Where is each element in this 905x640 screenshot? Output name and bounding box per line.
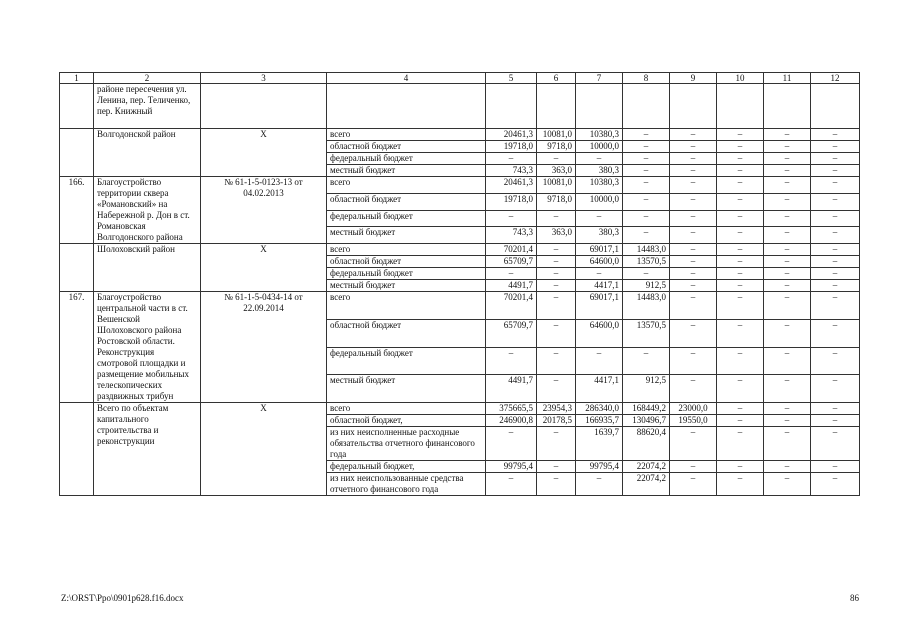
value-cell: – xyxy=(670,280,717,292)
value-cell: 23000,0 xyxy=(670,403,717,415)
budget-label-cell: федеральный бюджет, xyxy=(327,461,486,473)
value-cell: – xyxy=(717,153,764,165)
value-cell: 64600,0 xyxy=(576,319,623,347)
value-cell: 19718,0 xyxy=(486,193,537,210)
value-cell: – xyxy=(811,347,860,375)
value-cell: – xyxy=(717,193,764,210)
number-cell: 167. xyxy=(60,292,94,403)
value-cell: 70201,4 xyxy=(486,244,537,256)
value-cell: 69017,1 xyxy=(576,244,623,256)
value-cell: – xyxy=(670,244,717,256)
object-name-cell: районе пересечения ул. Ленина, пер. Теличенко, пер. Книжный xyxy=(94,84,201,129)
value-cell: – xyxy=(576,153,623,165)
value-cell: 380,3 xyxy=(576,165,623,177)
value-cell: – xyxy=(537,375,576,403)
number-cell xyxy=(60,403,94,496)
value-cell: – xyxy=(623,227,670,244)
value-cell: 9718,0 xyxy=(537,141,576,153)
column-number: 4 xyxy=(327,73,486,84)
footer-file-path: Z:\ORST\Ppo\0901p628.f16.docx xyxy=(61,593,184,603)
value-cell: – xyxy=(670,193,717,210)
value-cell: – xyxy=(811,177,860,194)
value-cell: – xyxy=(537,461,576,473)
value-cell: – xyxy=(764,347,811,375)
value-cell: – xyxy=(670,227,717,244)
value-cell: – xyxy=(811,415,860,427)
value-cell: – xyxy=(537,427,576,461)
budget-label-cell: местный бюджет xyxy=(327,227,486,244)
value-cell: 99795,4 xyxy=(576,461,623,473)
value-cell: 4417,1 xyxy=(576,375,623,403)
value-cell: 743,3 xyxy=(486,227,537,244)
value-cell: – xyxy=(670,375,717,403)
value-cell: – xyxy=(576,268,623,280)
value-cell: – xyxy=(717,141,764,153)
value-cell: – xyxy=(764,177,811,194)
value-cell: – xyxy=(717,473,764,496)
value-cell: – xyxy=(764,129,811,141)
value-cell: – xyxy=(717,461,764,473)
value-cell: – xyxy=(623,193,670,210)
value-cell: – xyxy=(811,193,860,210)
value-cell: – xyxy=(623,141,670,153)
header-row xyxy=(60,73,860,84)
value-cell: – xyxy=(717,129,764,141)
value-cell: – xyxy=(670,129,717,141)
value-cell: – xyxy=(537,347,576,375)
budget-label-cell: федеральный бюджет xyxy=(327,347,486,375)
column-number: 11 xyxy=(764,73,811,84)
value-cell: 23954,3 xyxy=(537,403,576,415)
number-cell xyxy=(60,244,94,292)
value-cell: – xyxy=(764,210,811,227)
table-row xyxy=(60,244,860,256)
value-cell: – xyxy=(537,292,576,320)
column-number: 1 xyxy=(60,73,94,84)
value-cell: – xyxy=(670,256,717,268)
column-number: 8 xyxy=(623,73,670,84)
value-cell: 1639,7 xyxy=(576,427,623,461)
value-cell: 14483,0 xyxy=(623,292,670,320)
value-cell: – xyxy=(717,256,764,268)
value-cell: – xyxy=(623,210,670,227)
value-cell: – xyxy=(811,461,860,473)
value-cell: 20461,3 xyxy=(486,177,537,194)
value-cell: – xyxy=(670,473,717,496)
value-cell: – xyxy=(764,280,811,292)
value-cell: – xyxy=(764,153,811,165)
value-cell: – xyxy=(486,268,537,280)
code-cell: Х xyxy=(201,244,327,292)
value-cell: 10081,0 xyxy=(537,177,576,194)
value-cell: 19550,0 xyxy=(670,415,717,427)
value-cell: – xyxy=(764,227,811,244)
value-cell: 166935,7 xyxy=(576,415,623,427)
value-cell: – xyxy=(576,210,623,227)
value-cell: – xyxy=(486,210,537,227)
value-cell: – xyxy=(623,268,670,280)
object-name-cell: Шолоховский район xyxy=(94,244,201,292)
value-cell: – xyxy=(537,268,576,280)
budget-label-cell: всего xyxy=(327,403,486,415)
column-number: 2 xyxy=(94,73,201,84)
value-cell: – xyxy=(623,129,670,141)
value-cell: – xyxy=(811,165,860,177)
value-cell: 65709,7 xyxy=(486,256,537,268)
value-cell: 363,0 xyxy=(537,227,576,244)
value-cell: 10081,0 xyxy=(537,129,576,141)
value-cell: 69017,1 xyxy=(576,292,623,320)
value-cell: 380,3 xyxy=(576,227,623,244)
value-cell: – xyxy=(576,473,623,496)
value-cell: 246900,8 xyxy=(486,415,537,427)
column-number: 5 xyxy=(486,73,537,84)
value-cell: – xyxy=(537,473,576,496)
value-cell: – xyxy=(486,153,537,165)
table-row xyxy=(60,129,860,141)
object-name-cell: Благоустройство центральной части в ст. Вешенской Шолоховского района Ростовской области. Реконструкция смотровой площадки и размещение мобильных телескопических раздвижных трибун xyxy=(94,292,201,403)
value-cell: – xyxy=(717,165,764,177)
value-cell: – xyxy=(670,268,717,280)
value-cell: – xyxy=(717,227,764,244)
budget-label-cell: местный бюджет xyxy=(327,375,486,403)
value-cell: – xyxy=(537,319,576,347)
value-cell xyxy=(576,84,623,129)
budget-label-cell: местный бюджет xyxy=(327,165,486,177)
value-cell: – xyxy=(764,193,811,210)
value-cell: 22074,2 xyxy=(623,473,670,496)
value-cell: – xyxy=(537,256,576,268)
value-cell: – xyxy=(717,280,764,292)
value-cell: 4491,7 xyxy=(486,280,537,292)
object-name-cell: Всего по объектам капитального строительства и реконструкции xyxy=(94,403,201,496)
value-cell xyxy=(811,84,860,129)
value-cell: 13570,5 xyxy=(623,319,670,347)
object-name-cell: Волгодонской район xyxy=(94,129,201,177)
value-cell: – xyxy=(717,319,764,347)
value-cell: – xyxy=(486,473,537,496)
value-cell: – xyxy=(486,427,537,461)
budget-label-cell: из них неиспользованные средства отчетного финансового года xyxy=(327,473,486,496)
value-cell: – xyxy=(670,319,717,347)
column-number: 6 xyxy=(537,73,576,84)
value-cell xyxy=(670,84,717,129)
budget-label-cell: областной бюджет, xyxy=(327,415,486,427)
value-cell: 70201,4 xyxy=(486,292,537,320)
value-cell: 912,5 xyxy=(623,375,670,403)
value-cell: – xyxy=(764,165,811,177)
value-cell: – xyxy=(811,256,860,268)
value-cell: – xyxy=(717,403,764,415)
value-cell: – xyxy=(486,347,537,375)
value-cell: – xyxy=(764,141,811,153)
value-cell: – xyxy=(623,165,670,177)
value-cell: – xyxy=(811,403,860,415)
value-cell xyxy=(717,84,764,129)
value-cell: – xyxy=(670,347,717,375)
value-cell: – xyxy=(811,153,860,165)
column-number: 12 xyxy=(811,73,860,84)
value-cell: – xyxy=(764,244,811,256)
value-cell xyxy=(764,84,811,129)
value-cell: – xyxy=(764,268,811,280)
code-cell: Х xyxy=(201,129,327,177)
value-cell: – xyxy=(811,227,860,244)
value-cell: – xyxy=(764,461,811,473)
table-row xyxy=(60,84,860,129)
table-row xyxy=(60,403,860,415)
value-cell xyxy=(623,84,670,129)
value-cell: – xyxy=(717,177,764,194)
budget-label-cell: местный бюджет xyxy=(327,280,486,292)
value-cell: 286340,0 xyxy=(576,403,623,415)
value-cell: – xyxy=(623,177,670,194)
footer-page-number: 86 xyxy=(850,593,859,603)
value-cell: – xyxy=(811,141,860,153)
value-cell xyxy=(537,84,576,129)
value-cell: – xyxy=(623,347,670,375)
code-cell: № 61-1-5-0434-14 от 22.09.2014 xyxy=(201,292,327,403)
value-cell: 363,0 xyxy=(537,165,576,177)
value-cell: 4491,7 xyxy=(486,375,537,403)
value-cell: 14483,0 xyxy=(623,244,670,256)
value-cell: – xyxy=(811,280,860,292)
value-cell: – xyxy=(764,375,811,403)
value-cell: – xyxy=(537,280,576,292)
budget-label-cell: всего xyxy=(327,292,486,320)
value-cell: – xyxy=(764,403,811,415)
value-cell: – xyxy=(811,129,860,141)
value-cell xyxy=(486,84,537,129)
value-cell: 4417,1 xyxy=(576,280,623,292)
budget-label-cell: областной бюджет xyxy=(327,256,486,268)
value-cell: – xyxy=(537,153,576,165)
value-cell: 22074,2 xyxy=(623,461,670,473)
value-cell: – xyxy=(670,177,717,194)
column-number: 10 xyxy=(717,73,764,84)
budget-label-cell: областной бюджет xyxy=(327,319,486,347)
value-cell: – xyxy=(764,256,811,268)
value-cell: 88620,4 xyxy=(623,427,670,461)
budget-label-cell: всего xyxy=(327,244,486,256)
value-cell: 99795,4 xyxy=(486,461,537,473)
value-cell: – xyxy=(811,292,860,320)
budget-label-cell: областной бюджет xyxy=(327,141,486,153)
value-cell: – xyxy=(537,210,576,227)
value-cell: 20461,3 xyxy=(486,129,537,141)
column-number: 7 xyxy=(576,73,623,84)
value-cell: – xyxy=(764,292,811,320)
number-cell: 166. xyxy=(60,177,94,244)
value-cell: 168449,2 xyxy=(623,403,670,415)
number-cell xyxy=(60,84,94,129)
object-name-cell: Благоустройство территории сквера «Романовский» на Набережной р. Дон в ст. Романовская Волгодонского района xyxy=(94,177,201,244)
value-cell: 64600,0 xyxy=(576,256,623,268)
value-cell: 912,5 xyxy=(623,280,670,292)
value-cell: – xyxy=(717,268,764,280)
value-cell: 375665,5 xyxy=(486,403,537,415)
value-cell: – xyxy=(537,244,576,256)
value-cell: – xyxy=(717,347,764,375)
value-cell: – xyxy=(811,473,860,496)
value-cell: – xyxy=(717,210,764,227)
budget-table xyxy=(59,72,860,496)
value-cell: 13570,5 xyxy=(623,256,670,268)
code-cell xyxy=(201,84,327,129)
column-number: 9 xyxy=(670,73,717,84)
budget-label-cell: федеральный бюджет xyxy=(327,268,486,280)
value-cell: – xyxy=(811,268,860,280)
value-cell: – xyxy=(670,141,717,153)
value-cell: 65709,7 xyxy=(486,319,537,347)
value-cell: – xyxy=(717,292,764,320)
value-cell: – xyxy=(811,210,860,227)
value-cell: – xyxy=(670,165,717,177)
value-cell: – xyxy=(623,153,670,165)
value-cell: – xyxy=(670,210,717,227)
table-row xyxy=(60,177,860,194)
value-cell: – xyxy=(811,427,860,461)
budget-label-cell: федеральный бюджет xyxy=(327,153,486,165)
value-cell: 743,3 xyxy=(486,165,537,177)
value-cell: – xyxy=(811,319,860,347)
budget-label-cell: из них неисполненные расходные обязательства отчетного финансового года xyxy=(327,427,486,461)
value-cell: – xyxy=(764,415,811,427)
code-cell: Х xyxy=(201,403,327,496)
value-cell: – xyxy=(717,375,764,403)
value-cell: 10380,3 xyxy=(576,177,623,194)
budget-label-cell: федеральный бюджет xyxy=(327,210,486,227)
value-cell: – xyxy=(811,244,860,256)
table-row xyxy=(60,292,860,320)
value-cell: – xyxy=(717,427,764,461)
value-cell: – xyxy=(670,427,717,461)
value-cell: – xyxy=(717,244,764,256)
value-cell: 130496,7 xyxy=(623,415,670,427)
budget-label-cell: всего xyxy=(327,129,486,141)
value-cell: – xyxy=(764,319,811,347)
value-cell: 19718,0 xyxy=(486,141,537,153)
value-cell: 10000,0 xyxy=(576,193,623,210)
value-cell: 10000,0 xyxy=(576,141,623,153)
value-cell: – xyxy=(717,415,764,427)
value-cell: 10380,3 xyxy=(576,129,623,141)
value-cell: – xyxy=(670,461,717,473)
number-cell xyxy=(60,129,94,177)
value-cell: 20178,5 xyxy=(537,415,576,427)
value-cell: – xyxy=(670,153,717,165)
value-cell: 9718,0 xyxy=(537,193,576,210)
budget-label-cell: всего xyxy=(327,177,486,194)
value-cell: – xyxy=(764,473,811,496)
code-cell: № 61-1-5-0123-13 от 04.02.2013 xyxy=(201,177,327,244)
budget-label-cell: областной бюджет xyxy=(327,193,486,210)
budget-label-cell xyxy=(327,84,486,129)
column-number: 3 xyxy=(201,73,327,84)
value-cell: – xyxy=(576,347,623,375)
value-cell: – xyxy=(764,427,811,461)
value-cell: – xyxy=(811,375,860,403)
value-cell: – xyxy=(670,292,717,320)
